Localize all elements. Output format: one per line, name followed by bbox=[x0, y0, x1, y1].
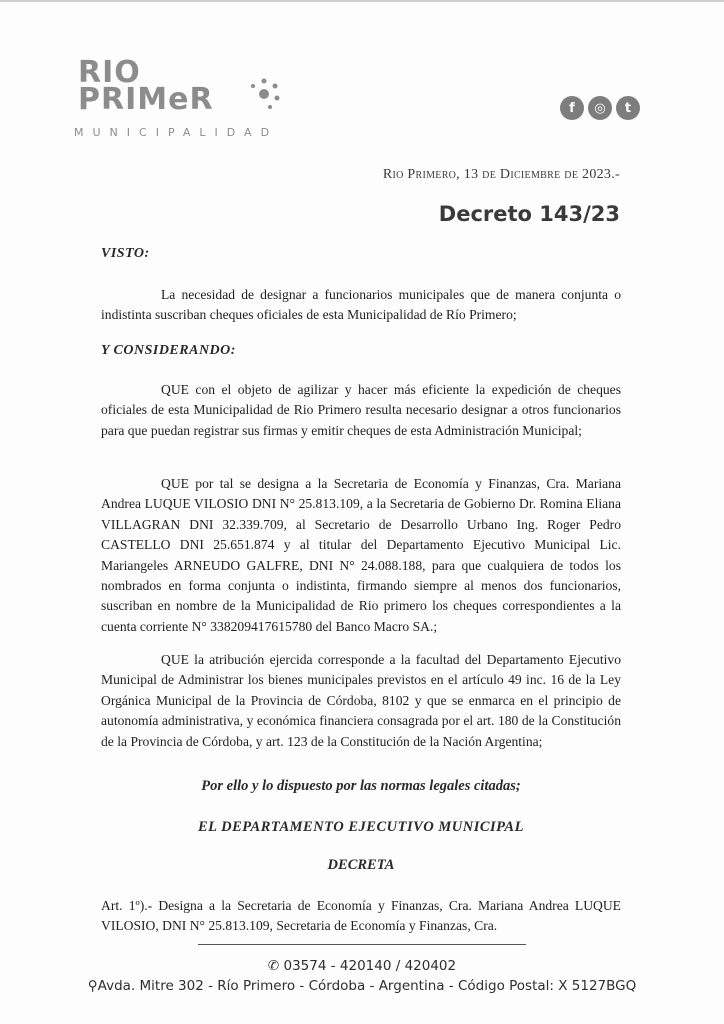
visto-paragraph bbox=[101, 285, 621, 326]
que-2-text: QUE por tal se designa a la Secretaria de Economía y Finanzas, Cra. Mariana Andrea LUQUE VILOSIO DNI N° 25.813.109, a la Secretaria de Gobierno Dr. Romina Eliana VILLAGRAN DNI 32.339.709, al Secretario de Desarrollo Urbano Ing. Roger Pedro CASTELLO DNI 25.651.874 y al titular del Departamento Ejecutivo Municipal Lic. Mariangeles ARNEUDO GALFRE, DNI N° 24.088.188, para que cualquiera de todos los nombrados en forma conjunta o indistinta, firmando siempre al menos dos funcionarios, suscriban en nombre de la Municipalidad de Rio primero los cheques correspondientes a la cuenta corriente N° 338209417615780 del Banco Macro SA.; bbox=[101, 476, 621, 634]
address-text: Avda. Mitre 302 - Río Primero - Córdoba - Argentina - Código Postal: X 5127BGQ bbox=[97, 978, 637, 994]
location-pin-icon: ⚲ bbox=[87, 978, 98, 994]
logo-line-1: RIO bbox=[78, 55, 141, 90]
logo-sun-icon bbox=[246, 76, 282, 112]
visto-heading: VISTO: bbox=[101, 246, 150, 261]
article-1: Art. 1º).- Designa a la Secretaria de Economía y Finanzas, Cra. Mariana Andrea LUQUE VILOSIO, DNI N° 25.813.109, Secretaria de Economía y Finanzas, Cra. bbox=[101, 898, 621, 934]
phone-icon: ✆ bbox=[267, 958, 284, 974]
phone-numbers: 03574 - 420140 / 420402 bbox=[283, 958, 457, 974]
footer-phone bbox=[0, 958, 724, 974]
que-1-text: QUE con el objeto de agilizar y hacer más eficiente la expedición de cheques oficiales de esta Municipalidad de Rio Primero resulta necesario designar a otros funcionarios para que puedan registrar sus firmas y emitir cheques de esta Administración Municipal; bbox=[101, 382, 621, 438]
considerando-paragraph-2 bbox=[101, 474, 621, 637]
instagram-icon: ◎ bbox=[588, 96, 612, 120]
footer-address bbox=[0, 978, 724, 994]
considerando-paragraph-3 bbox=[101, 650, 621, 752]
logo-line-2: PRIMeR bbox=[78, 82, 214, 117]
por-ello-line: Por ello y lo dispuesto por las normas legales citadas; bbox=[201, 778, 521, 794]
visto-text: La necesidad de designar a funcionarios municipales que de manera conjunta o indistinta suscriban cheques oficiales de esta Municipalidad de Río Primero; bbox=[101, 287, 621, 323]
facebook-icon: f bbox=[560, 96, 584, 120]
municipality-logo bbox=[74, 55, 298, 142]
decreta-line: DECRETA bbox=[327, 857, 395, 873]
twitter-icon: t bbox=[616, 96, 640, 120]
que-3-text: QUE la atribución ejercida corresponde a la facultad del Departamento Ejecutivo Municipal de Administrar los bienes municipales previstos en el artículo 49 inc. 16 de la Ley Orgánica Municipal de la Provincia de Córdoba, 8102 y que se enmarca en el principio de autonomía administrativa, y económica financiera consagrada por el art. 180 de la Constitución de la Provincia de Córdoba, y art. 123 de la Constitución de la Nación Argentina; bbox=[101, 652, 621, 749]
social-icons bbox=[560, 96, 640, 120]
considerando-heading: Y CONSIDERANDO: bbox=[101, 343, 236, 358]
logo-subtitle: MUNICIPALIDAD bbox=[74, 126, 279, 139]
document-date: Rio Primero, 13 de Diciembre de 2023.- bbox=[382, 167, 620, 182]
departamento-line: EL DEPARTAMENTO EJECUTIVO MUNICIPAL bbox=[198, 819, 524, 835]
decree-title: Decreto 143/23 bbox=[438, 202, 620, 226]
footer-divider bbox=[198, 944, 526, 945]
considerando-paragraph-1 bbox=[101, 380, 621, 441]
page-top-edge bbox=[0, 0, 724, 2]
